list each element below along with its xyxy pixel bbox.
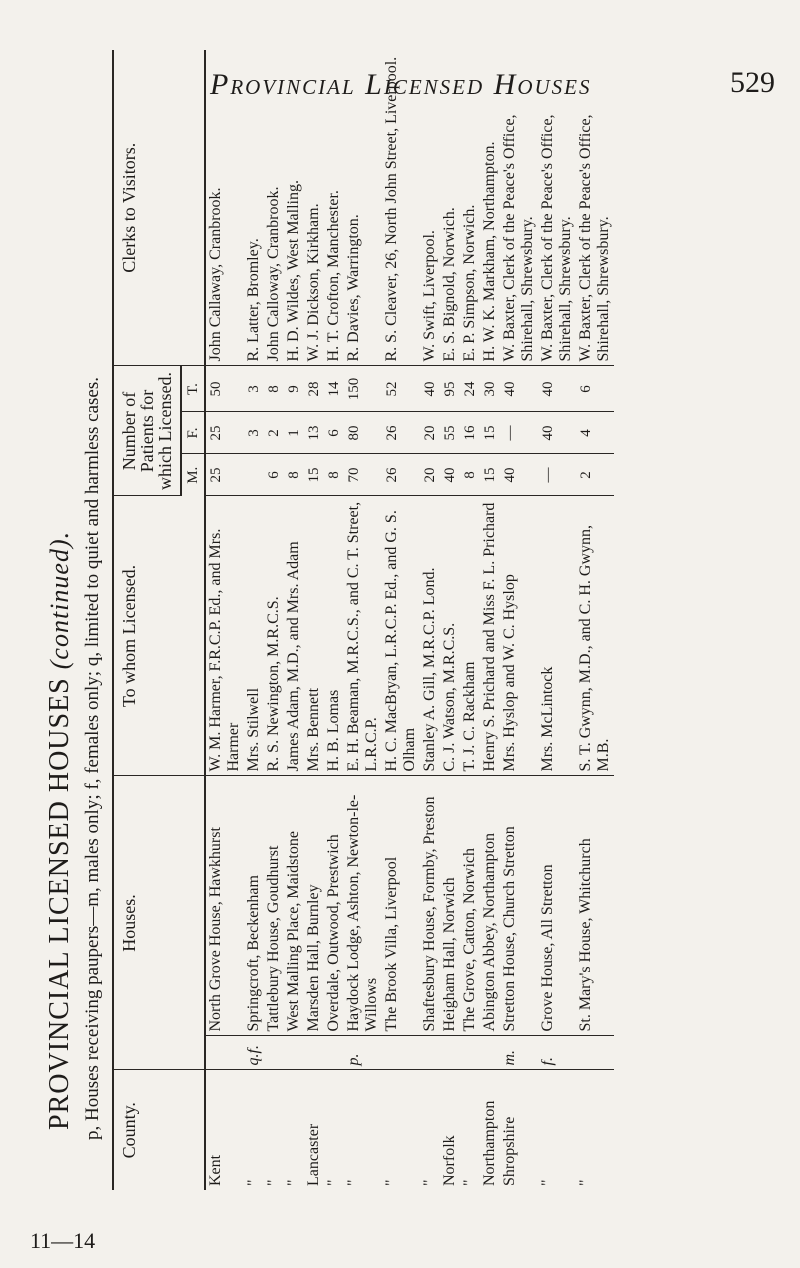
males-cell: 70 bbox=[344, 454, 382, 496]
county-cell: " bbox=[325, 1179, 342, 1186]
header-patients: Number of Patients for which Licensed. bbox=[113, 366, 181, 496]
females-cell: 13 bbox=[304, 412, 324, 454]
category-mark-cell: f. bbox=[538, 1036, 576, 1070]
females-cell: 6 bbox=[324, 412, 344, 454]
visitor-clerk-cell: R. S. Cleaver, 26, North John Street, Liverpool. bbox=[382, 50, 420, 366]
females-cell: — bbox=[500, 412, 538, 454]
house-cell: Abington Abbey, Northampton bbox=[480, 776, 500, 1036]
licensee-cell: H. C. MacBryan, L.R.C.P. Ed., and G. S. Olham bbox=[382, 496, 420, 776]
licensee-cell: Mrs. McLintock bbox=[538, 496, 576, 776]
table-row bbox=[576, 50, 614, 1190]
visitor-clerk-cell: John Callaway, Cranbrook. bbox=[205, 50, 244, 366]
total-cell: 95 bbox=[440, 366, 460, 412]
table-row bbox=[205, 50, 244, 1190]
house-cell: Marsden Hall, Burnley bbox=[304, 776, 324, 1036]
females-cell: 15 bbox=[480, 412, 500, 454]
house-cell: Tattlebury House, Goudhurst bbox=[264, 776, 284, 1036]
category-mark-cell bbox=[420, 1036, 440, 1070]
males-cell: — bbox=[538, 454, 576, 496]
header-females: F. bbox=[181, 412, 205, 454]
females-cell: 2 bbox=[264, 412, 284, 454]
county-cell: Lancaster bbox=[305, 1123, 322, 1186]
visitor-clerk-cell: R. Latter, Bromley. bbox=[244, 50, 264, 366]
table-row bbox=[480, 50, 500, 1190]
total-cell: 6 bbox=[576, 366, 614, 412]
house-cell: Heigham Hall, Norwich bbox=[440, 776, 460, 1036]
females-cell: 20 bbox=[420, 412, 440, 454]
licensee-cell: James Adam, M.D., and Mrs. Adam bbox=[284, 496, 304, 776]
males-cell: 8 bbox=[284, 454, 304, 496]
county-cell: " bbox=[461, 1179, 478, 1186]
females-cell: 16 bbox=[460, 412, 480, 454]
females-cell: 1 bbox=[284, 412, 304, 454]
header-county: County. bbox=[113, 1070, 205, 1190]
total-cell: 28 bbox=[304, 366, 324, 412]
total-cell: 3 bbox=[244, 366, 264, 412]
total-cell: 30 bbox=[480, 366, 500, 412]
males-cell: 2 bbox=[576, 454, 614, 496]
rotated-table-block bbox=[40, 50, 730, 1190]
males-cell: 6 bbox=[264, 454, 284, 496]
house-cell: St. Mary's House, Whitchurch bbox=[576, 776, 614, 1036]
table-row bbox=[324, 50, 344, 1190]
table-title-text: PROVINCIAL LICENSED HOUSES bbox=[44, 677, 75, 1130]
visitor-clerk-cell: W. Baxter, Clerk of the Peace's Office, Shirehall, Shrewsbury. bbox=[500, 50, 538, 366]
licensee-cell: Mrs. Stilwell bbox=[244, 496, 264, 776]
category-mark-cell bbox=[304, 1036, 324, 1070]
females-cell: 55 bbox=[440, 412, 460, 454]
county-cell: " bbox=[539, 1179, 556, 1186]
signature-mark: 11—14 bbox=[30, 1228, 96, 1253]
county-cell: " bbox=[345, 1179, 362, 1186]
visitor-clerk-cell: E. S. Bignold, Norwich. bbox=[440, 50, 460, 366]
total-cell: 24 bbox=[460, 366, 480, 412]
males-cell: 15 bbox=[304, 454, 324, 496]
licensee-cell: T. J. C. Rackham bbox=[460, 496, 480, 776]
licensee-cell: Henry S. Prichard and Miss F. L. Prichard bbox=[480, 496, 500, 776]
table-note: p, Houses receiving paupers—m, males only; f, females only; q, limited to quiet and harmless cases. bbox=[82, 377, 103, 1140]
county-cell: " bbox=[245, 1179, 262, 1186]
table-row bbox=[244, 50, 264, 1190]
category-mark-cell bbox=[382, 1036, 420, 1070]
header-total: T. bbox=[181, 366, 205, 412]
females-cell: 3 bbox=[244, 412, 264, 454]
visitor-clerk-cell: H. T. Crofton, Manchester. bbox=[324, 50, 344, 366]
category-mark-cell bbox=[205, 1036, 244, 1070]
house-cell: The Grove, Catton, Norwich bbox=[460, 776, 480, 1036]
total-cell: 40 bbox=[420, 366, 440, 412]
table-row bbox=[264, 50, 284, 1190]
house-cell: The Brook Villa, Liverpool bbox=[382, 776, 420, 1036]
total-cell: 8 bbox=[264, 366, 284, 412]
females-cell: 40 bbox=[538, 412, 576, 454]
category-mark-cell: m. bbox=[500, 1036, 538, 1070]
category-mark-cell bbox=[324, 1036, 344, 1070]
header-licensee: To whom Licensed. bbox=[113, 496, 205, 776]
licensee-cell: Stanley A. Gill, M.R.C.P. Lond. bbox=[420, 496, 440, 776]
total-cell: 52 bbox=[382, 366, 420, 412]
males-cell: 26 bbox=[382, 454, 420, 496]
house-cell: Springcroft, Beckenham bbox=[244, 776, 264, 1036]
males-cell: 25 bbox=[205, 454, 244, 496]
visitor-clerk-cell: John Calloway, Cranbrook. bbox=[264, 50, 284, 366]
county-cell: " bbox=[383, 1179, 400, 1186]
county-cell: Northampton bbox=[481, 1100, 498, 1186]
house-cell: Haydock Lodge, Ashton, Newton-le-Willows bbox=[344, 776, 382, 1036]
county-cell: " bbox=[265, 1179, 282, 1186]
category-mark-cell bbox=[284, 1036, 304, 1070]
licensee-cell: R. S. Newington, M.R.C.S. bbox=[264, 496, 284, 776]
visitor-clerk-cell: E. P. Simpson, Norwich. bbox=[460, 50, 480, 366]
visitor-clerk-cell: W. Baxter, Clerk of the Peace's Office, Shirehall, Shrewsbury. bbox=[538, 50, 576, 366]
table-title bbox=[40, 50, 80, 1190]
licensee-cell: H. B. Lomas bbox=[324, 496, 344, 776]
licensee-cell: S. T. Gwynn, M.D., and C. H. Gwynn, M.B. bbox=[576, 496, 614, 776]
category-mark-cell bbox=[576, 1036, 614, 1070]
visitor-clerk-cell: R. Davies, Warrington. bbox=[344, 50, 382, 366]
house-cell: Grove House, All Stretton bbox=[538, 776, 576, 1036]
total-cell: 40 bbox=[500, 366, 538, 412]
category-mark-cell: p. bbox=[344, 1036, 382, 1070]
house-cell: Shaftesbury House, Formby, Preston bbox=[420, 776, 440, 1036]
licensee-cell: E. H. Beaman, M.R.C.S., and C. T. Street, L.R.C.P. bbox=[344, 496, 382, 776]
table-row bbox=[304, 50, 324, 1190]
category-mark-cell bbox=[480, 1036, 500, 1070]
total-cell: 40 bbox=[538, 366, 576, 412]
total-cell: 150 bbox=[344, 366, 382, 412]
running-head: Provincial Licensed Houses bbox=[210, 68, 592, 101]
table-title-suffix: (continued). bbox=[45, 530, 74, 670]
table-row bbox=[284, 50, 304, 1190]
females-cell: 80 bbox=[344, 412, 382, 454]
header-visitors: Clerks to Visitors. bbox=[113, 50, 205, 366]
males-cell: 8 bbox=[324, 454, 344, 496]
category-mark-cell bbox=[440, 1036, 460, 1070]
header-houses: Houses. bbox=[113, 776, 205, 1070]
county-cell: " bbox=[577, 1179, 594, 1186]
males-cell: 8 bbox=[460, 454, 480, 496]
licensee-cell: Mrs. Hyslop and W. C. Hyslop bbox=[500, 496, 538, 776]
county-cell: Norfolk bbox=[441, 1135, 458, 1186]
house-cell: West Malling Place, Maidstone bbox=[284, 776, 304, 1036]
females-cell: 26 bbox=[382, 412, 420, 454]
visitor-clerk-cell: W. Swift, Liverpool. bbox=[420, 50, 440, 366]
males-cell: 40 bbox=[500, 454, 538, 496]
table-body bbox=[205, 50, 614, 1190]
males-cell: 15 bbox=[480, 454, 500, 496]
licensee-cell: C. J. Watson, M.R.C.S. bbox=[440, 496, 460, 776]
males-cell: 40 bbox=[440, 454, 460, 496]
category-mark-cell bbox=[264, 1036, 284, 1070]
county-cell: " bbox=[421, 1179, 438, 1186]
total-cell: 50 bbox=[205, 366, 244, 412]
males-cell: 20 bbox=[420, 454, 440, 496]
page-number: 529 bbox=[730, 66, 775, 99]
table-row bbox=[344, 50, 382, 1190]
total-cell: 9 bbox=[284, 366, 304, 412]
house-cell: Stretton House, Church Stretton bbox=[500, 776, 538, 1036]
category-mark-cell: q.f. bbox=[244, 1036, 264, 1070]
house-cell: Overdale, Outwood, Prestwich bbox=[324, 776, 344, 1036]
licensed-houses-table bbox=[112, 50, 614, 1190]
females-cell: 25 bbox=[205, 412, 244, 454]
table-row bbox=[382, 50, 420, 1190]
females-cell: 4 bbox=[576, 412, 614, 454]
licensee-cell: W. M. Harmer, F.R.C.P. Ed., and Mrs. Harmer bbox=[205, 496, 244, 776]
table-row bbox=[500, 50, 538, 1190]
total-cell: 14 bbox=[324, 366, 344, 412]
category-mark-cell bbox=[460, 1036, 480, 1070]
county-cell: Shropshire bbox=[501, 1116, 518, 1186]
table-row bbox=[538, 50, 576, 1190]
header-males: M. bbox=[181, 454, 205, 496]
males-cell bbox=[244, 454, 264, 496]
visitor-clerk-cell: W. J. Dickson, Kirkham. bbox=[304, 50, 324, 366]
county-cell: Kent bbox=[207, 1154, 224, 1186]
table-row bbox=[460, 50, 480, 1190]
table-row bbox=[420, 50, 440, 1190]
table-row bbox=[440, 50, 460, 1190]
county-cell: " bbox=[285, 1179, 302, 1186]
house-cell: North Grove House, Hawkhurst bbox=[205, 776, 244, 1036]
visitor-clerk-cell: H. D. Wildes, West Malling. bbox=[284, 50, 304, 366]
visitor-clerk-cell: H. W. K. Markham, Northampton. bbox=[480, 50, 500, 366]
visitor-clerk-cell: W. Baxter, Clerk of the Peace's Office, Shirehall, Shrewsbury. bbox=[576, 50, 614, 366]
licensee-cell: Mrs. Bennett bbox=[304, 496, 324, 776]
